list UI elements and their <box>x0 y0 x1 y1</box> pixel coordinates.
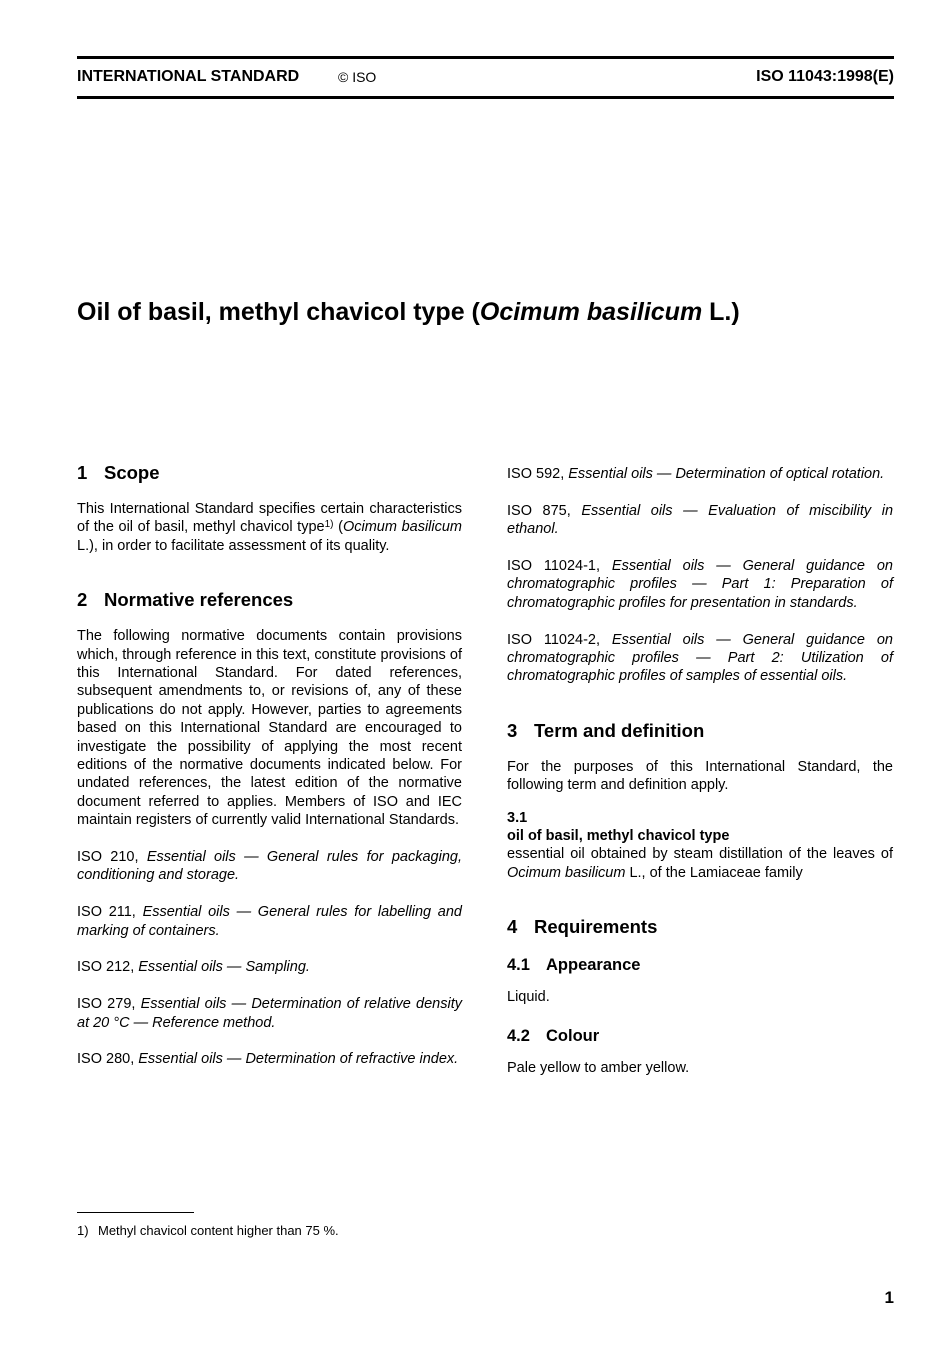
colour-text: Pale yellow to amber yellow. <box>507 1060 690 1077</box>
term-definition: essential oil obtained by steam distillation of the leaves of Ocimum basilicum L., of the Lamiaceae family <box>507 846 893 881</box>
reference-item: ISO 279, Essential oils — Determination of relative density at 20 °C — Reference method. <box>77 996 462 1031</box>
reference-item: ISO 592, Essential oils — Determination of optical rotation. <box>507 466 885 482</box>
section-title: Normative references <box>104 589 294 611</box>
right-column <box>507 465 893 1096</box>
header-rule-bottom <box>77 96 894 99</box>
term-entry-term: oil of basil, methyl chavicol type <box>507 828 730 845</box>
header-standard-label: INTERNATIONAL STANDARD <box>77 68 300 85</box>
reference-item: ISO 211, Essential oils — General rules for labelling and marking of containers. <box>77 904 462 939</box>
section-normative-heading <box>77 587 462 613</box>
reference-item: ISO 11024-2, Essential oils — General guidance on chromatographic profiles — Part 2: Utilization of chromatographic profiles of samples of essential oils. <box>507 631 893 685</box>
term-entry <box>507 809 893 883</box>
title-species: Ocimum basilicum <box>479 298 703 326</box>
section-scope-heading <box>77 460 462 486</box>
reference-item: ISO 212, Essential oils — Sampling. <box>77 959 310 976</box>
header-document-id: ISO 11043:1998(E) <box>756 68 894 85</box>
left-column <box>77 460 462 1087</box>
term-entry-number: 3.1 <box>507 809 528 826</box>
document-title <box>77 298 740 327</box>
section-number: 1 <box>77 462 88 483</box>
section-number: 4 <box>507 916 518 938</box>
header-copyright: © ISO <box>338 69 377 85</box>
appearance-text: Liquid. <box>507 989 550 1006</box>
reference-item: ISO 11024-1, Essential oils — General guidance on chromatographic profiles — Part 1: Preparation of chromatographic profiles for presentation in standards. <box>507 558 893 611</box>
header-rule-top <box>77 56 894 59</box>
section-title: Requirements <box>534 916 658 938</box>
footnote <box>77 1223 339 1238</box>
subsection-appearance-heading: 4.1 Appearance <box>507 956 641 975</box>
normative-intro: The following normative documents contain provisions which, through reference in this text, constitute provisions of this International Standard. For dated references, subsequent amendments to, or revisions of, any of these publications do not apply. However, parties to agreements based on this International Standard are encouraged to investigate the possibility of applying the most recent editions of the normative documents indicated below. For undated references, the latest edition of the normative document referred to applies. Members of ISO and IEC maintain registers of currently valid International Standards. <box>77 628 462 829</box>
term-intro: For the purposes of this International Standard, the following term and definition apply. <box>507 758 893 794</box>
reference-item: ISO 210, Essential oils — General rules for packaging, conditioning and storage. <box>77 849 462 884</box>
title-suffix: L.) <box>702 298 740 326</box>
section-title: Term and definition <box>534 719 705 741</box>
footnote-mark: 1) <box>77 1223 89 1238</box>
footnote-rule <box>77 1212 194 1213</box>
title-prefix: Oil of basil, methyl chavicol type ( <box>77 298 480 326</box>
section-requirements-heading <box>507 914 893 940</box>
reference-item: ISO 280, Essential oils — Determination of refractive index. <box>77 1051 459 1068</box>
section-title: Scope <box>104 462 160 483</box>
footnote-reference: 1) <box>324 519 334 531</box>
page-header <box>77 68 894 90</box>
footnote-text: Methyl chavicol content higher than 75 %. <box>98 1223 339 1238</box>
scope-paragraph: This International Standard specifies certain characteristics of the oil of basil, methyl chavicol type$^{1)}$ (Ocimum basilicum L.), in order to facilitate assessment of its quality. <box>77 501 463 554</box>
subsection-colour-heading: 4.2 Colour <box>507 1027 600 1046</box>
page-number: 1 <box>884 1288 894 1307</box>
reference-item: ISO 875, Essential oils — Evaluation of miscibility in ethanol. <box>507 502 894 538</box>
section-term-heading <box>507 718 893 744</box>
section-number: 2 <box>77 589 88 611</box>
section-number: 3 <box>507 719 518 741</box>
